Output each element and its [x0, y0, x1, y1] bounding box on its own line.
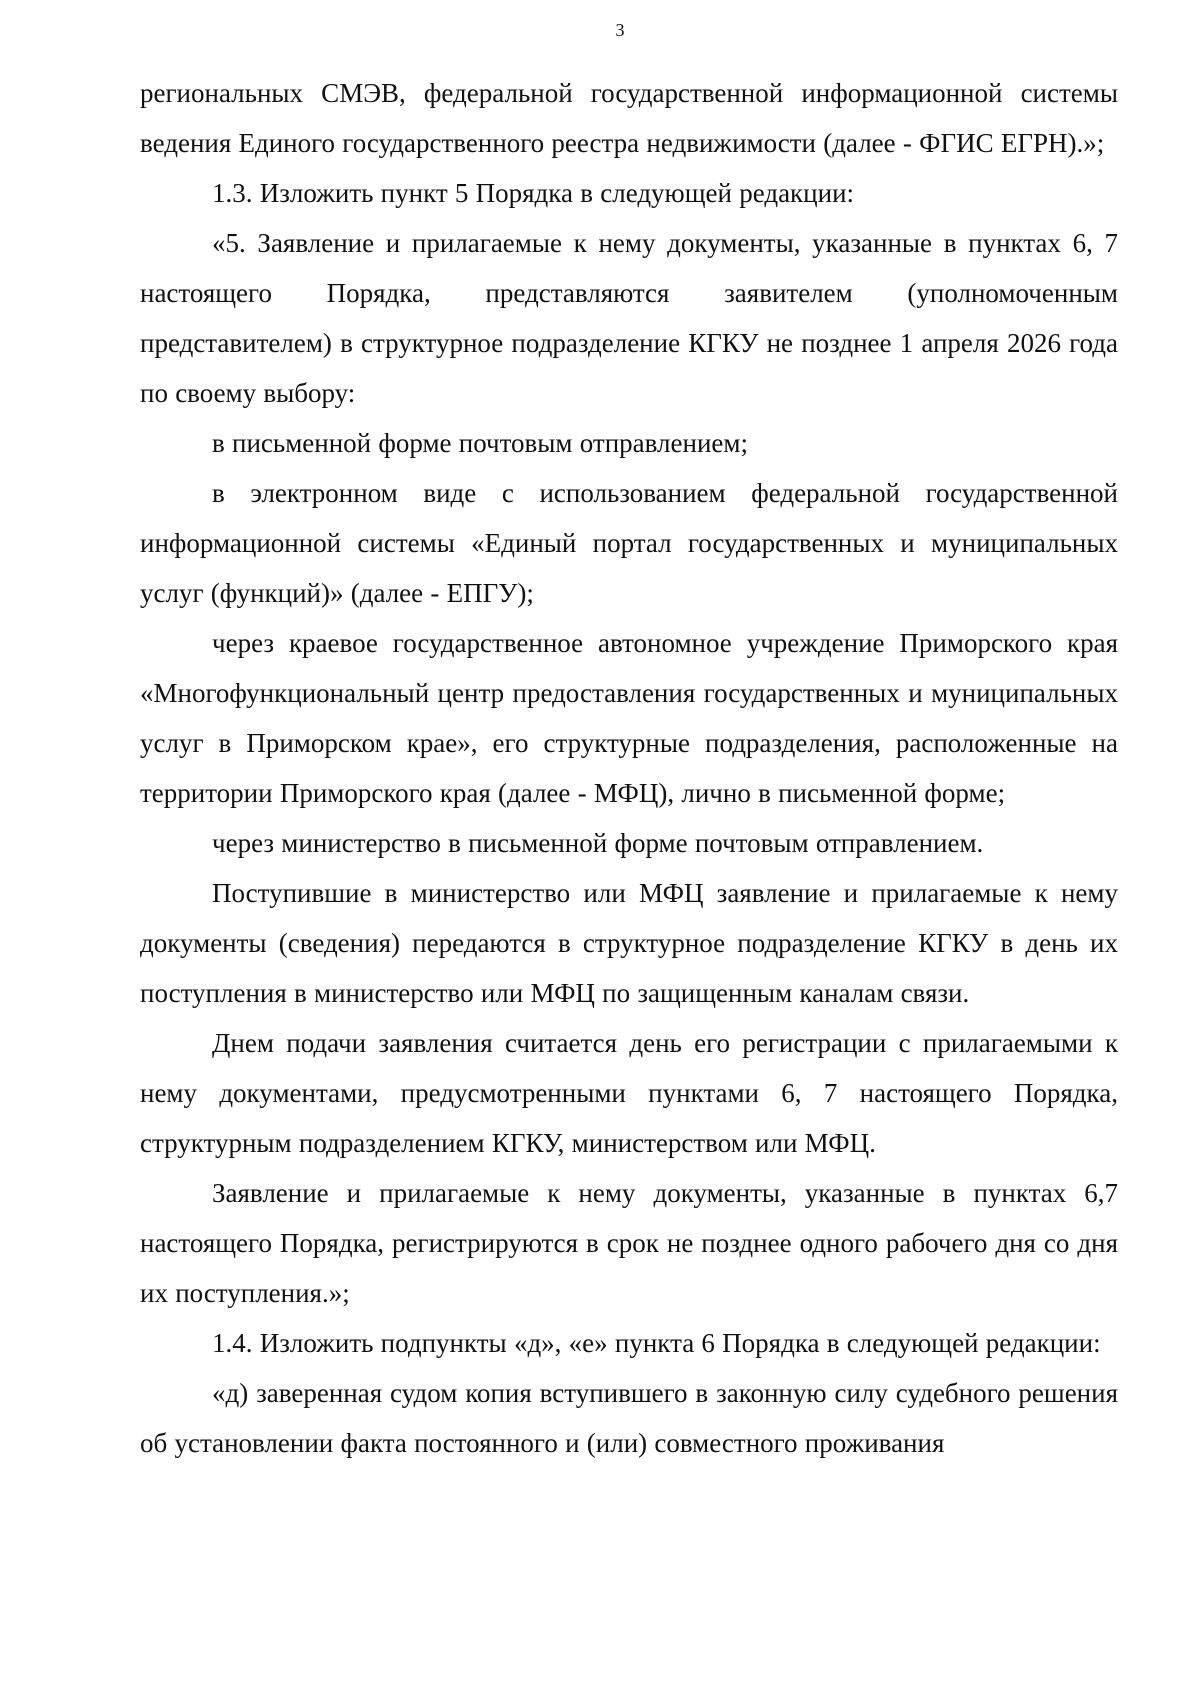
paragraph-filing-date: Днем подачи заявления считается день его регистрации с прилагаемыми к нему документами, предусмотренными пунктами 6, 7 настоящего Порядка, структурным подразделением КГКУ, министерством или МФЦ.: [140, 1028, 1118, 1158]
paragraph-continuation: региональных СМЭВ, федеральной государственной информационной системы ведения Единого государственного реестра недвижимости (далее - ФГИС ЕГРН).»;: [140, 78, 1118, 158]
paragraph-item-5: «5. Заявление и прилагаемые к нему документы, указанные в пунктах 6, 7 настоящего Порядка, представляются заявителем (уполномоченным представителем) в структурное подразделение КГКУ не позднее 1 апреля 2026 года по своему выбору:: [140, 228, 1118, 408]
page-number: 3: [615, 20, 625, 40]
paragraph-subitem-d: «д) заверенная судом копия вступившего в законную силу судебного решения об установлении факта постоянного и (или) совместного проживания: [140, 1378, 1118, 1458]
paragraph-item-1-3: 1.3. Изложить пункт 5 Порядка в следующей редакции:: [212, 178, 855, 208]
paragraph-option-ministry: через министерство в письменной форме почтовым отправлением.: [212, 828, 984, 858]
paragraph-transfer: Поступившие в министерство или МФЦ заявление и прилагаемые к нему документы (сведения) передаются в структурное подразделение КГКУ в день их поступления в министерство или МФЦ по защищенным каналам связи.: [140, 878, 1118, 1008]
paragraph-option-mail: в письменной форме почтовым отправлением;: [212, 428, 748, 458]
document-body: [140, 68, 1118, 1468]
paragraph-item-1-4: 1.4. Изложить подпункты «д», «е» пункта 6 Порядка в следующей редакции:: [212, 1328, 1101, 1358]
paragraph-option-mfc: через краевое государственное автономное учреждение Приморского края «Многофункциональный центр предоставления государственных и муниципальных услуг в Приморском крае», его структурные подразделения, расположенные на территории Приморского края (далее - МФЦ), лично в письменной форме;: [140, 628, 1118, 808]
paragraph-option-epgu: в электронном виде с использованием федеральной государственной информационной системы «Единый портал государственных и муниципальных услуг (функций)» (далее - ЕПГУ);: [140, 478, 1118, 608]
paragraph-registration: Заявление и прилагаемые к нему документы, указанные в пунктах 6,7 настоящего Порядка, регистрируются в срок не позднее одного рабочего дня со дня их поступления.»;: [140, 1178, 1118, 1308]
